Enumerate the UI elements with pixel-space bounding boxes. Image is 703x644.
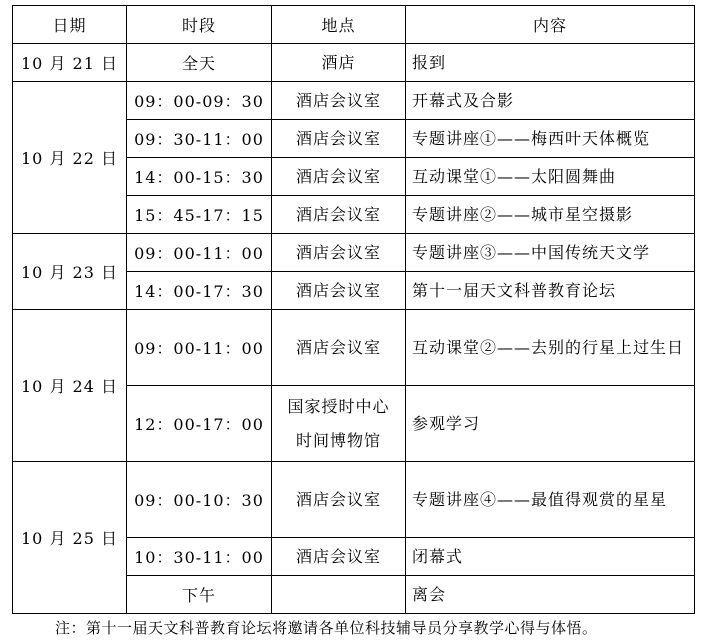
content-cell: 闭幕式 [406, 538, 695, 576]
time-cell: 全天 [127, 44, 272, 82]
place-cell: 酒店会议室 [272, 196, 406, 234]
content-cell: 专题讲座④——最值得观赏的星星 [406, 462, 695, 538]
header-content: 内容 [406, 6, 695, 44]
header-row [13, 6, 695, 44]
time-cell: 09：00-10：30 [127, 462, 272, 538]
time-cell: 09：00-11：00 [127, 234, 272, 272]
place-cell: 酒店会议室 [272, 310, 406, 386]
schedule-table [12, 5, 695, 614]
footnote: 注：第十一届天文科普教育论坛将邀请各单位科技辅导员分享教学心得与体悟。 [55, 619, 598, 637]
place-cell: 酒店会议室 [272, 538, 406, 576]
time-cell: 14：00-17：30 [127, 272, 272, 310]
place-cell: 酒店 [272, 44, 406, 82]
date-cell: 10 月 23 日 [13, 234, 127, 310]
place-cell: 国家授时中心时间博物馆 [272, 386, 406, 462]
time-cell: 09：00-11：00 [127, 310, 272, 386]
time-cell: 10：30-11：00 [127, 538, 272, 576]
time-cell: 09：30-11：00 [127, 120, 272, 158]
time-cell: 09：00-09：30 [127, 82, 272, 120]
place-cell: 酒店会议室 [272, 272, 406, 310]
content-cell: 专题讲座②——城市星空摄影 [406, 196, 695, 234]
date-cell: 10 月 24 日 [13, 310, 127, 462]
table-row [13, 82, 695, 120]
place-cell: 酒店会议室 [272, 234, 406, 272]
content-cell: 互动课堂①——太阳圆舞曲 [406, 158, 695, 196]
content-cell: 专题讲座①——梅西叶天体概览 [406, 120, 695, 158]
table-row [13, 462, 695, 538]
table-row [13, 44, 695, 82]
place-cell: 酒店会议室 [272, 120, 406, 158]
date-cell: 10 月 21 日 [13, 44, 127, 82]
header-time: 时段 [127, 6, 272, 44]
table-row [13, 310, 695, 386]
place-cell: 酒店会议室 [272, 158, 406, 196]
content-cell: 第十一届天文科普教育论坛 [406, 272, 695, 310]
content-cell: 开幕式及合影 [406, 82, 695, 120]
table-row [13, 234, 695, 272]
date-cell: 10 月 22 日 [13, 82, 127, 234]
place-cell: 酒店会议室 [272, 462, 406, 538]
content-cell: 离会 [406, 576, 695, 614]
place-cell [272, 576, 406, 614]
header-place: 地点 [272, 6, 406, 44]
time-cell: 15：45-17：15 [127, 196, 272, 234]
time-cell: 12：00-17：00 [127, 386, 272, 462]
place-cell: 酒店会议室 [272, 82, 406, 120]
header-date: 日期 [13, 6, 127, 44]
time-cell: 下午 [127, 576, 272, 614]
content-cell: 互动课堂②——去别的行星上过生日 [406, 310, 695, 386]
content-cell: 专题讲座③——中国传统天文学 [406, 234, 695, 272]
date-cell: 10 月 25 日 [13, 462, 127, 614]
content-cell: 参观学习 [406, 386, 695, 462]
content-cell: 报到 [406, 44, 695, 82]
time-cell: 14：00-15：30 [127, 158, 272, 196]
